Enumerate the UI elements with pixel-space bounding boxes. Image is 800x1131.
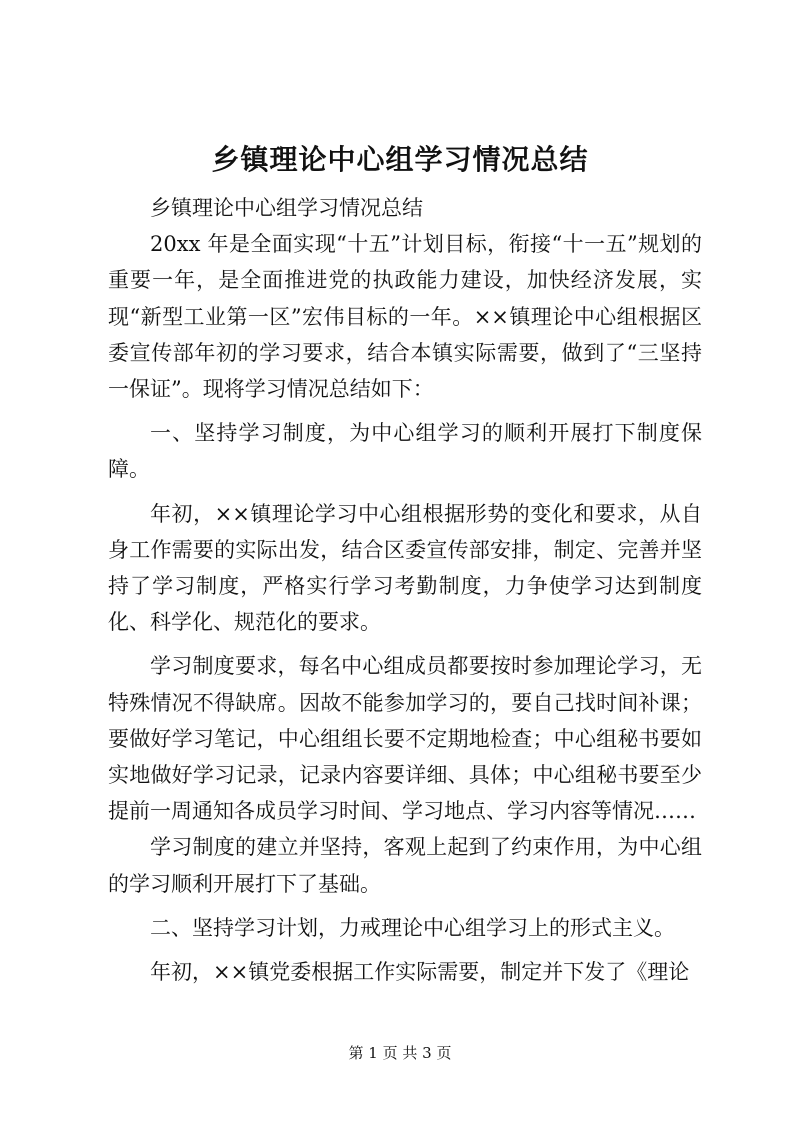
paragraph: 学习制度要求，每名中心组成员都要按时参加理论学习，无特殊情况不得缺席。因故不能参加学习的，要自己找时间补课；要做好学习笔记，中心组组长要不定期地检查；中心组秘书要如实地做好学习记录，记录内容要详细、具体；中心组秘书要至少提前一周通知各成员学习时间、学习地点、学习内容等情况…… <box>108 654 702 824</box>
document-body <box>108 190 702 990</box>
paragraph-subtitle: 乡镇理论中心组学习情况总结 <box>150 196 423 220</box>
page-footer: 第 1 页 共 3 页 <box>348 1044 452 1062</box>
document-title: 乡镇理论中心组学习情况总结 <box>211 143 589 176</box>
section-heading-2: 二、坚持学习计划，力戒理论中心组学习上的形式主义。 <box>150 915 675 940</box>
paragraph: 年初，××镇党委根据工作实际需要，制定并下发了《理论 <box>150 960 690 985</box>
paragraph: 学习制度的建立并坚持，客观上起到了约束作用，为中心组的学习顺利开展打下了基础。 <box>108 835 702 896</box>
paragraph-intro: 20xx 年是全面实现“十五”计划目标，衔接“十一五”规划的重要一年，是全面推进党的执政能力建设，加快经济发展，实现“新型工业第一区”宏伟目标的一年。××镇理论中心组根据区委宣传部年初的学习要求，结合本镇实际需要，做到了“三坚持一保证”。现将学习情况总结如下： <box>108 232 702 402</box>
paragraph: 年初，××镇理论学习中心组根据形势的变化和要求，从自身工作需要的实际出发，结合区委宣传部安排，制定、完善并坚持了学习制度，严格实行学习考勤制度，力争使学习达到制度化、科学化、规范化的要求。 <box>108 501 702 635</box>
section-heading-1: 一、坚持学习制度，为中心组学习的顺利开展打下制度保障。 <box>108 421 702 482</box>
